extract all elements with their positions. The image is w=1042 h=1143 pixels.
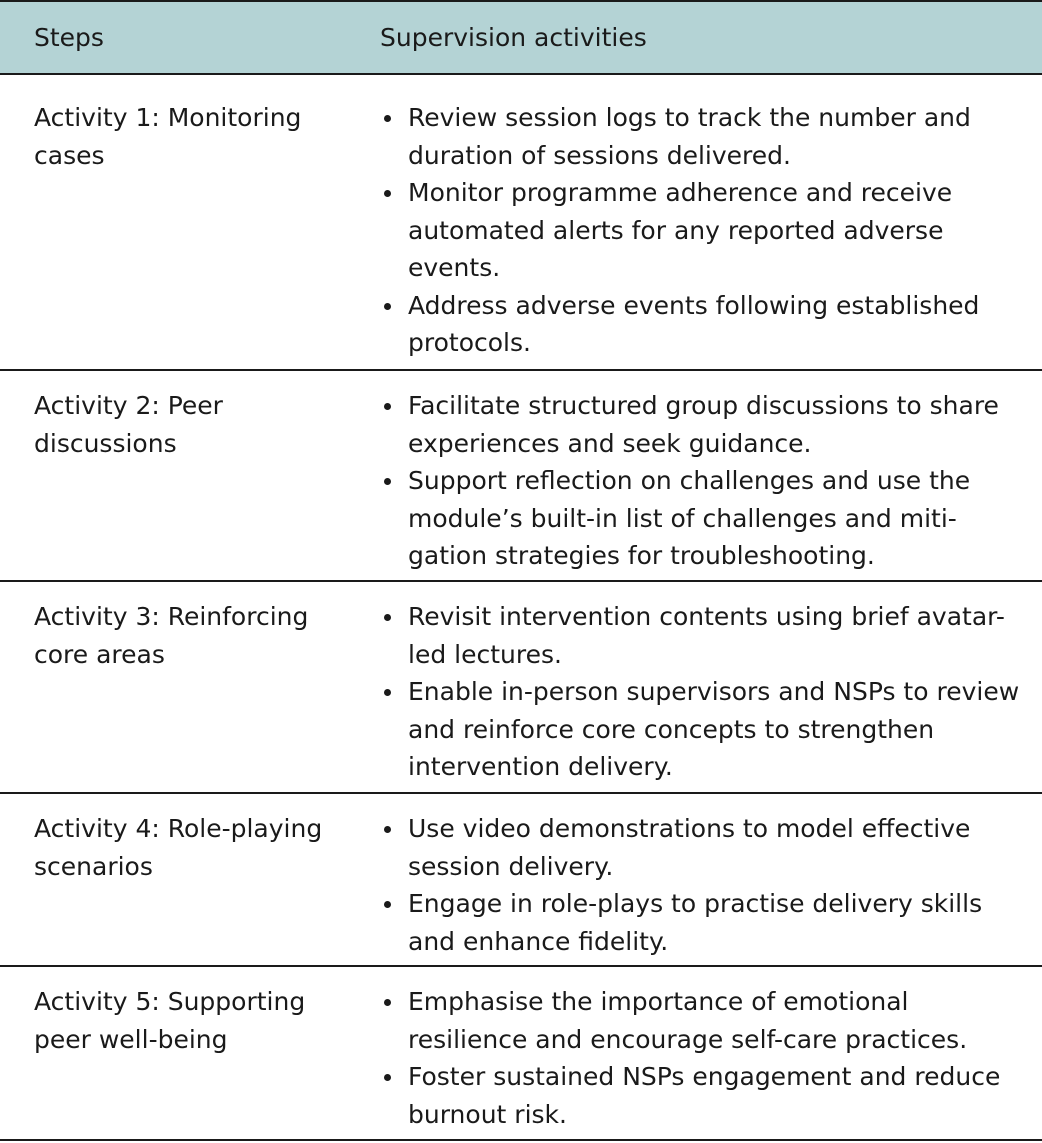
activity-bullet: Facilitate structured group discussions to share experiences and seek guidance. — [380, 387, 1022, 462]
activity-list — [380, 387, 1022, 575]
table-row — [0, 794, 1042, 967]
step-label: Activity 4: Role-playing scenarios — [34, 814, 323, 881]
activity-list — [380, 598, 1022, 786]
activity-bullet: Engage in role-plays to practise delivery skills and enhance fidelity. — [380, 885, 1022, 960]
table-row — [0, 582, 1042, 794]
activities-cell — [380, 794, 1042, 965]
step-cell — [0, 967, 380, 1139]
activities-cell — [380, 582, 1042, 792]
header-steps: Steps — [34, 22, 104, 52]
step-cell — [0, 75, 380, 369]
activity-bullet: Use video demonstrations to model effective session delivery. — [380, 810, 1022, 885]
activity-list — [380, 99, 1022, 362]
activity-bullet: Revisit intervention contents using brief avatar-led lectures. — [380, 598, 1022, 673]
step-label: Activity 3: Reinforcing core areas — [34, 602, 309, 669]
activity-list — [380, 983, 1022, 1133]
header-supervision-activities: Supervision activities — [380, 22, 647, 52]
step-cell — [0, 371, 380, 580]
activity-list — [380, 810, 1022, 960]
activity-bullet: Support reflection on challenges and use the module’s built-in list of challenges and miti-gation strategies for troubleshooting. — [380, 462, 1022, 575]
table-row — [0, 371, 1042, 582]
activity-bullet: Review session logs to track the number and duration of sessions delivered. — [380, 99, 1022, 174]
activity-bullet: Address adverse events following established protocols. — [380, 287, 1022, 362]
step-cell — [0, 582, 380, 792]
activity-bullet: Foster sustained NSPs engagement and reduce burnout risk. — [380, 1058, 1022, 1133]
step-label: Activity 1: Monitoring cases — [34, 103, 302, 170]
activities-cell — [380, 371, 1042, 580]
table-row — [0, 75, 1042, 371]
step-cell — [0, 794, 380, 965]
table-row — [0, 967, 1042, 1141]
activity-bullet: Emphasise the importance of emotional resilience and encourage self-care practices. — [380, 983, 1022, 1058]
step-label: Activity 5: Supporting peer well-being — [34, 987, 306, 1054]
activities-cell — [380, 967, 1042, 1139]
step-label: Activity 2: Peer discussions — [34, 391, 223, 458]
table-header — [0, 0, 1042, 75]
activity-bullet: Enable in-person supervisors and NSPs to review and reinforce core concepts to strengthen intervention delivery. — [380, 673, 1022, 786]
activity-bullet: Monitor programme adherence and receive automated alerts for any reported adverse events. — [380, 174, 1022, 287]
activities-cell — [380, 75, 1042, 369]
